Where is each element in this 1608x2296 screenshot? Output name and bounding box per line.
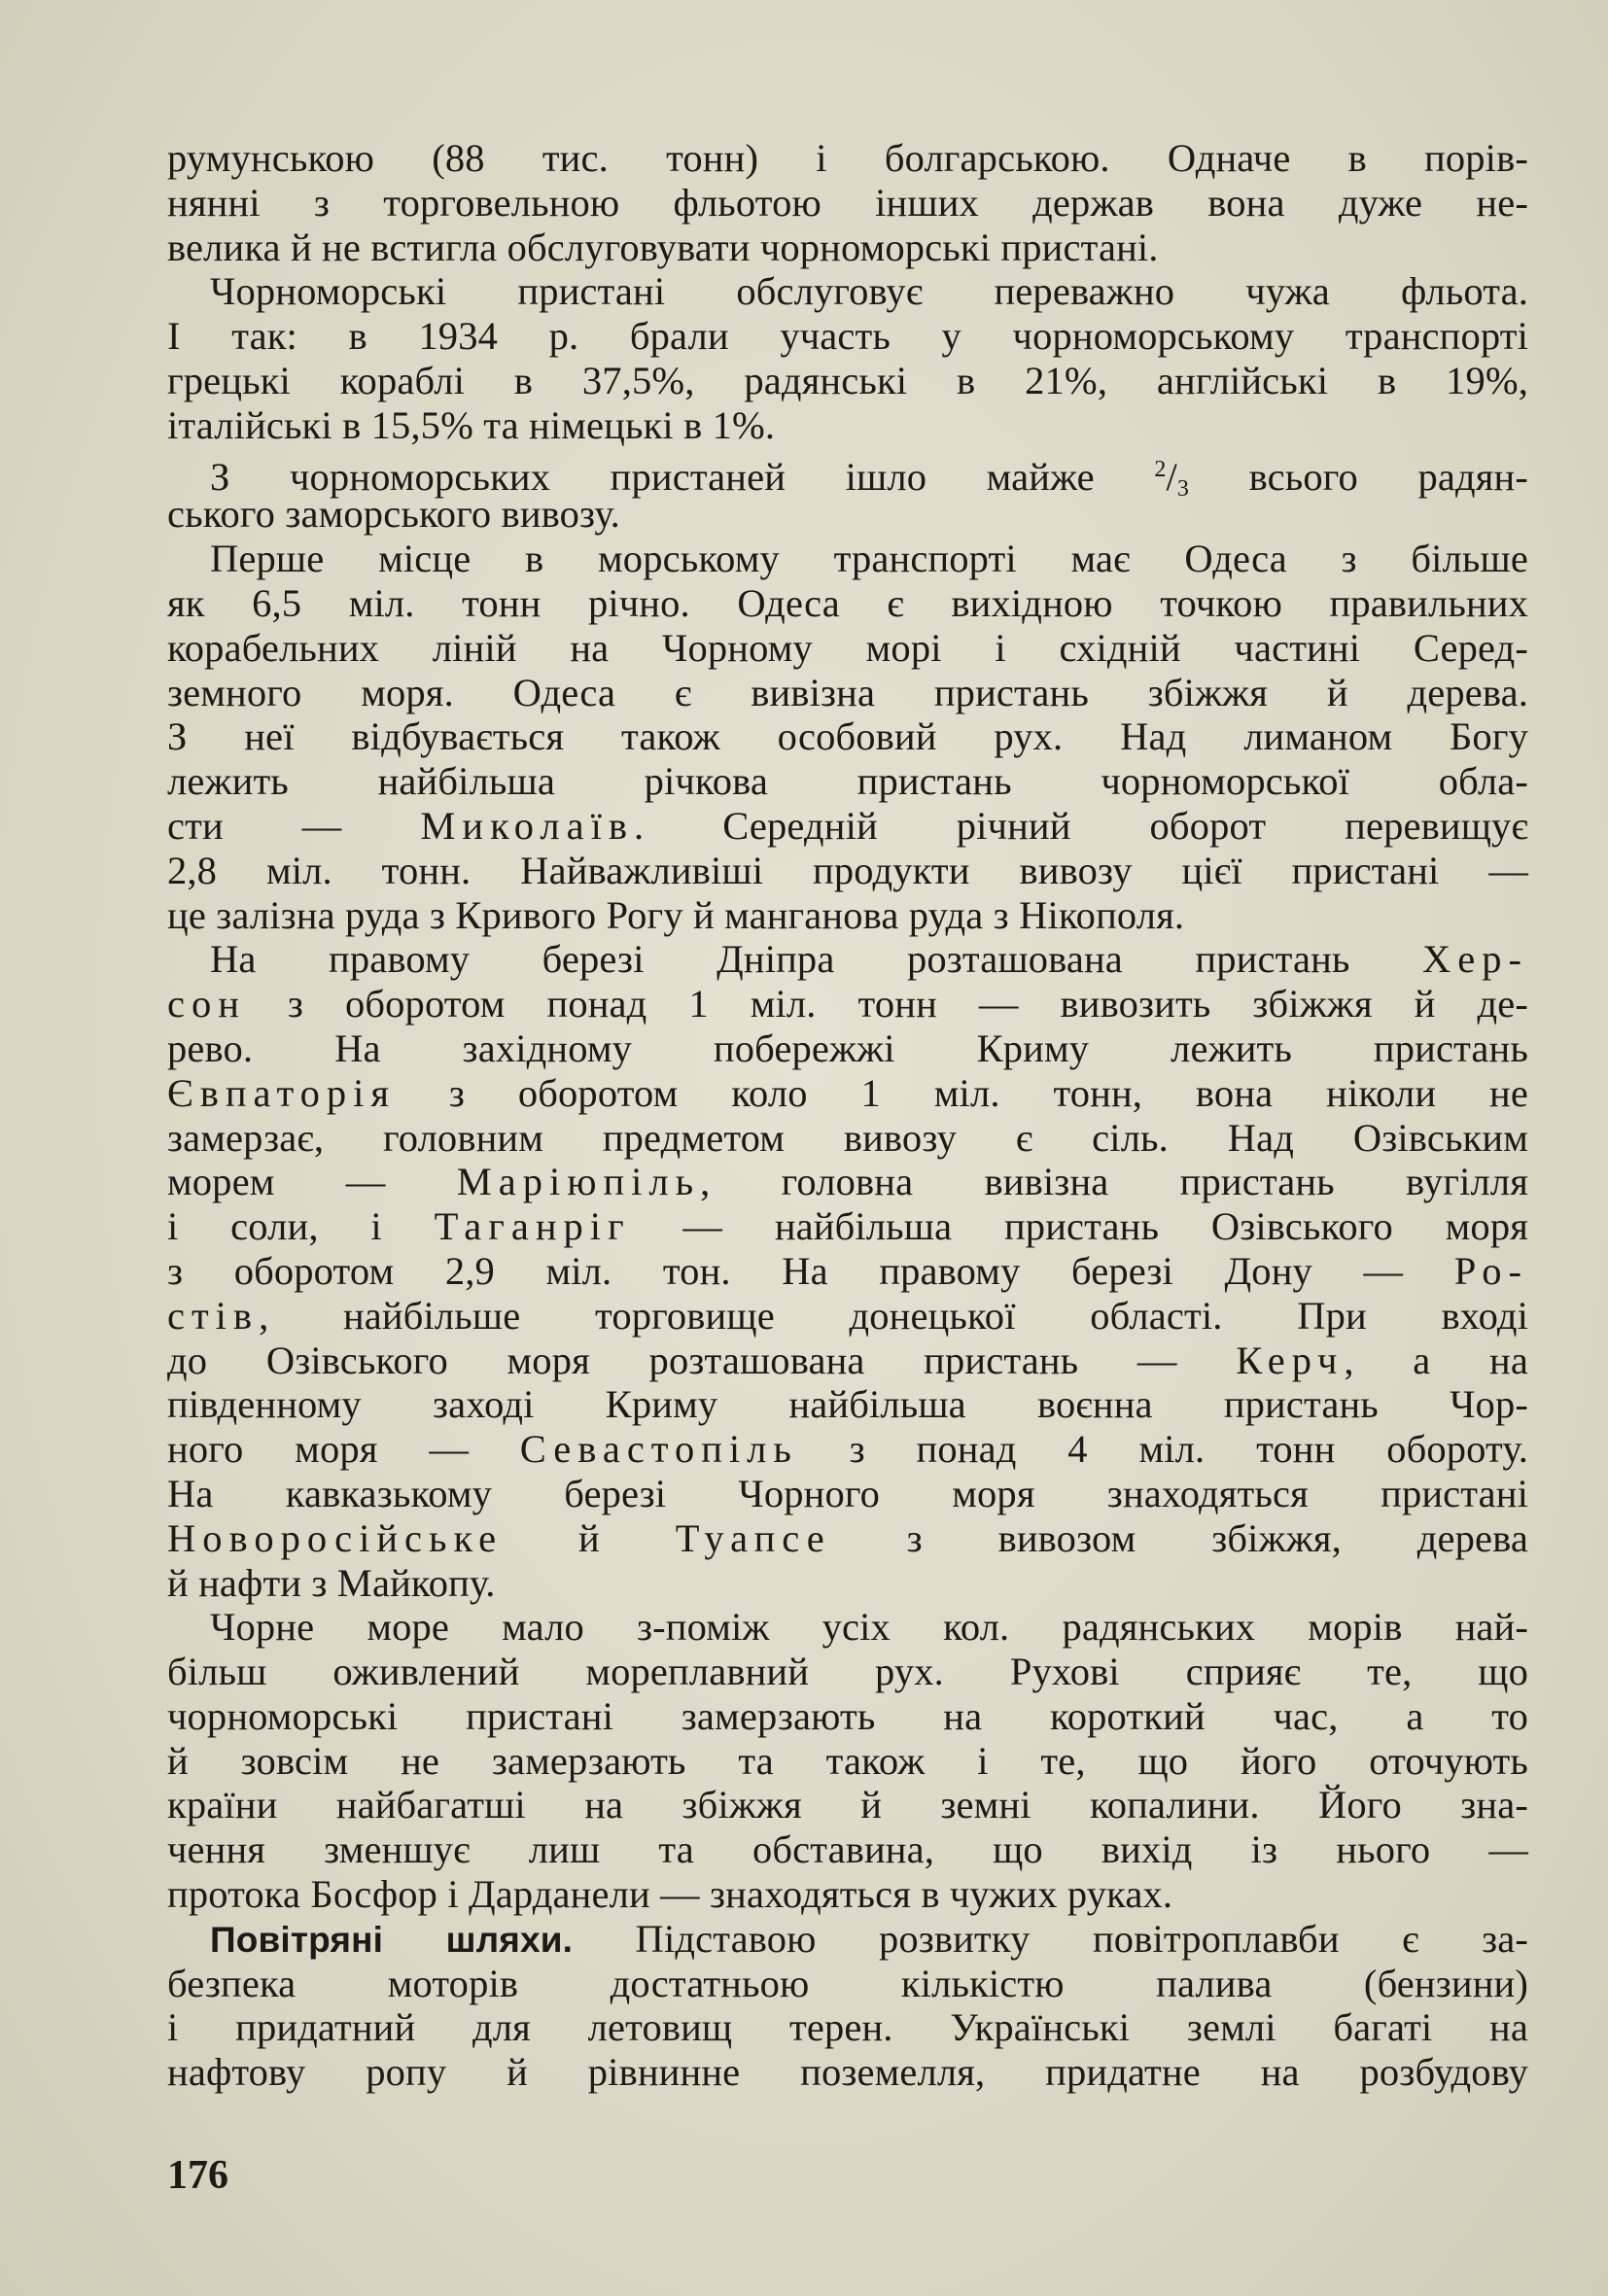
text-line bbox=[167, 1516, 1528, 1561]
section-heading: Повітряні шляхи. bbox=[210, 1919, 574, 1960]
text-fragment: З чорноморських пристаней ішло майже bbox=[210, 454, 1095, 499]
text-line bbox=[167, 1339, 1528, 1383]
text-fragment: і соли, і bbox=[167, 1204, 382, 1249]
text-line: нянні з торговельною фльотою інших держав вона дуже не- bbox=[167, 180, 1528, 225]
text-fragment: На правому березі Дніпра розташована пристань bbox=[210, 937, 1350, 982]
text-fragment: — найбільша пристань Озівського моря bbox=[682, 1204, 1528, 1249]
city-name: Маріюпіль bbox=[456, 1160, 701, 1204]
text-fragment: до Озівського моря розташована пристань — bbox=[167, 1338, 1177, 1382]
text-line: лежить найбільша річкова пристань чорноморської обла- bbox=[167, 759, 1528, 804]
text-line bbox=[167, 982, 1528, 1026]
city-name: Миколаїв bbox=[420, 803, 634, 848]
text-fragment: сти — bbox=[167, 803, 342, 848]
city-name: Туапсе bbox=[675, 1515, 831, 1560]
text-line: й нафти з Майкопу. bbox=[167, 1560, 496, 1605]
text-fragment: з оборотом коло 1 міл. тонн, вона ніколи не bbox=[448, 1070, 1528, 1115]
text-line: італійські в 15,5% та німецькі в 1%. bbox=[167, 402, 776, 447]
text-line bbox=[167, 1294, 1528, 1339]
page-number: 176 bbox=[167, 2153, 228, 2198]
text-line: Чорне море мало з-поміж усіх кол. радянських морів най- bbox=[210, 1605, 1528, 1650]
text-line: Чорноморські пристані обслуговує переважно чужа фльота. bbox=[210, 269, 1528, 314]
text-line: безпека моторів достатньою кількістю палива (бензини) bbox=[167, 1961, 1528, 2005]
text-line: чорноморські пристані замерзають на короткий час, а то bbox=[167, 1693, 1528, 1738]
text-line: країни найбагатші на збіжжя й земні копалини. Його зна- bbox=[167, 1783, 1528, 1827]
text-line bbox=[167, 1204, 1528, 1249]
text-fragment: , головна вивізна пристань вугілля bbox=[700, 1160, 1528, 1204]
text-line: південному заході Криму найбільша воєнна пристань Чор- bbox=[167, 1382, 1528, 1427]
text-fragment: морем — bbox=[167, 1160, 386, 1204]
text-line: румунською (88 тис. тонн) і болгарською. Одначе в порів- bbox=[167, 136, 1528, 180]
text-line bbox=[167, 1917, 1528, 1962]
text-fragment: , а на bbox=[1344, 1338, 1529, 1382]
text-line: і придатний для летовищ терен. Українські землі багаті на bbox=[167, 2005, 1528, 2050]
text-line: земного моря. Одеса є вивізна пристань збіжжя й дерева. bbox=[167, 670, 1528, 714]
city-name: Таганріг bbox=[434, 1204, 631, 1249]
city-name: Хер- bbox=[1422, 937, 1528, 982]
text-line: 2,8 міл. тонн. Найважливіші продукти вивозу цієї пристані — bbox=[167, 848, 1528, 892]
text-line: Перше місце в морському транспорті має Одеса з більше bbox=[210, 537, 1528, 581]
text-line bbox=[167, 804, 1528, 849]
text-line: велика й не встигла обслуговувати чорноморські пристані. bbox=[167, 225, 1159, 269]
city-name: Ро- bbox=[1453, 1248, 1528, 1293]
text-fragment: з оборотом 2,9 міл. тон. На правому березі Дону — bbox=[167, 1248, 1404, 1293]
text-line bbox=[167, 1249, 1528, 1294]
text-line: корабельних ліній на Чорному морі і східній частині Серед- bbox=[167, 625, 1528, 670]
text-line bbox=[167, 1427, 1528, 1472]
text-fragment: Підставою розвитку повітроплавби є за- bbox=[635, 1916, 1529, 1961]
text-fragment: ного моря — bbox=[167, 1427, 469, 1472]
text-fragment: й bbox=[577, 1515, 600, 1560]
city-name: Новоросійське bbox=[167, 1515, 504, 1560]
body-text bbox=[167, 136, 1528, 2095]
text-line: З чорноморських пристаней ішло майже $^2/_3$ всього радян- bbox=[210, 454, 1529, 502]
text-line: рево. На західному побережжі Криму лежить пристань bbox=[167, 1026, 1528, 1070]
text-line bbox=[167, 937, 1528, 982]
text-line: На кавказькому березі Чорного моря знаходяться пристані bbox=[167, 1471, 1528, 1515]
text-fragment: . Середній річний оборот перевищує bbox=[633, 803, 1528, 848]
text-fragment: з понад 4 міл. тонн обороту. bbox=[849, 1427, 1528, 1472]
text-line: грецькі кораблі в 37,5%, радянські в 21%, англійські в 19%, bbox=[167, 358, 1528, 402]
text-line: як 6,5 міл. тонн річно. Одеса є вихідною точкою правильних bbox=[167, 580, 1528, 625]
city-name: сон bbox=[167, 982, 246, 1026]
text-line bbox=[167, 1160, 1528, 1204]
text-fragment: , найбільше торговище донецької області. При вході bbox=[259, 1293, 1528, 1338]
text-line: це залізна руда з Кривого Рогу й манганова руда з Нікополя. bbox=[167, 892, 1185, 937]
text-line: й зовсім не замерзають та також і те, що його оточують bbox=[167, 1738, 1528, 1783]
text-line: нафтову ропу й рівнинне поземелля, придатне на розбудову bbox=[167, 2050, 1528, 2095]
text-line: чення зменшує лиш та обставина, що вихід із нього — bbox=[167, 1827, 1528, 1872]
text-line: замерзає, головним предметом вивозу є сіль. Над Озівським bbox=[167, 1115, 1528, 1160]
text-line: більш оживлений мореплавний рух. Рухові сприяє те, що bbox=[167, 1650, 1528, 1694]
fraction-numerator: 2 bbox=[1154, 456, 1167, 482]
text-line: ського заморського вивозу. bbox=[167, 492, 620, 537]
text-line bbox=[167, 1071, 1528, 1116]
city-name: Керч bbox=[1236, 1338, 1345, 1382]
text-fragment: з оборотом понад 1 міл. тонн — вивозить збіжжя й де- bbox=[287, 982, 1528, 1026]
text-line: І так: в 1934 р. брали участь у чорноморському транспорті bbox=[167, 314, 1528, 359]
text-line: З неї відбувається також особовий рух. Над лиманом Богу bbox=[167, 714, 1528, 759]
text-fragment: з вивозом збіжжя, дерева bbox=[906, 1515, 1529, 1560]
fraction-denominator: 3 bbox=[1176, 475, 1190, 502]
text-fragment: всього радян- bbox=[1248, 454, 1529, 499]
city-name: стів bbox=[167, 1293, 260, 1338]
city-name: Євпаторія bbox=[167, 1070, 397, 1115]
text-line: протока Босфор і Дарданели — знаходяться в чужих руках. bbox=[167, 1872, 1173, 1917]
city-name: Севастопіль bbox=[519, 1427, 798, 1472]
